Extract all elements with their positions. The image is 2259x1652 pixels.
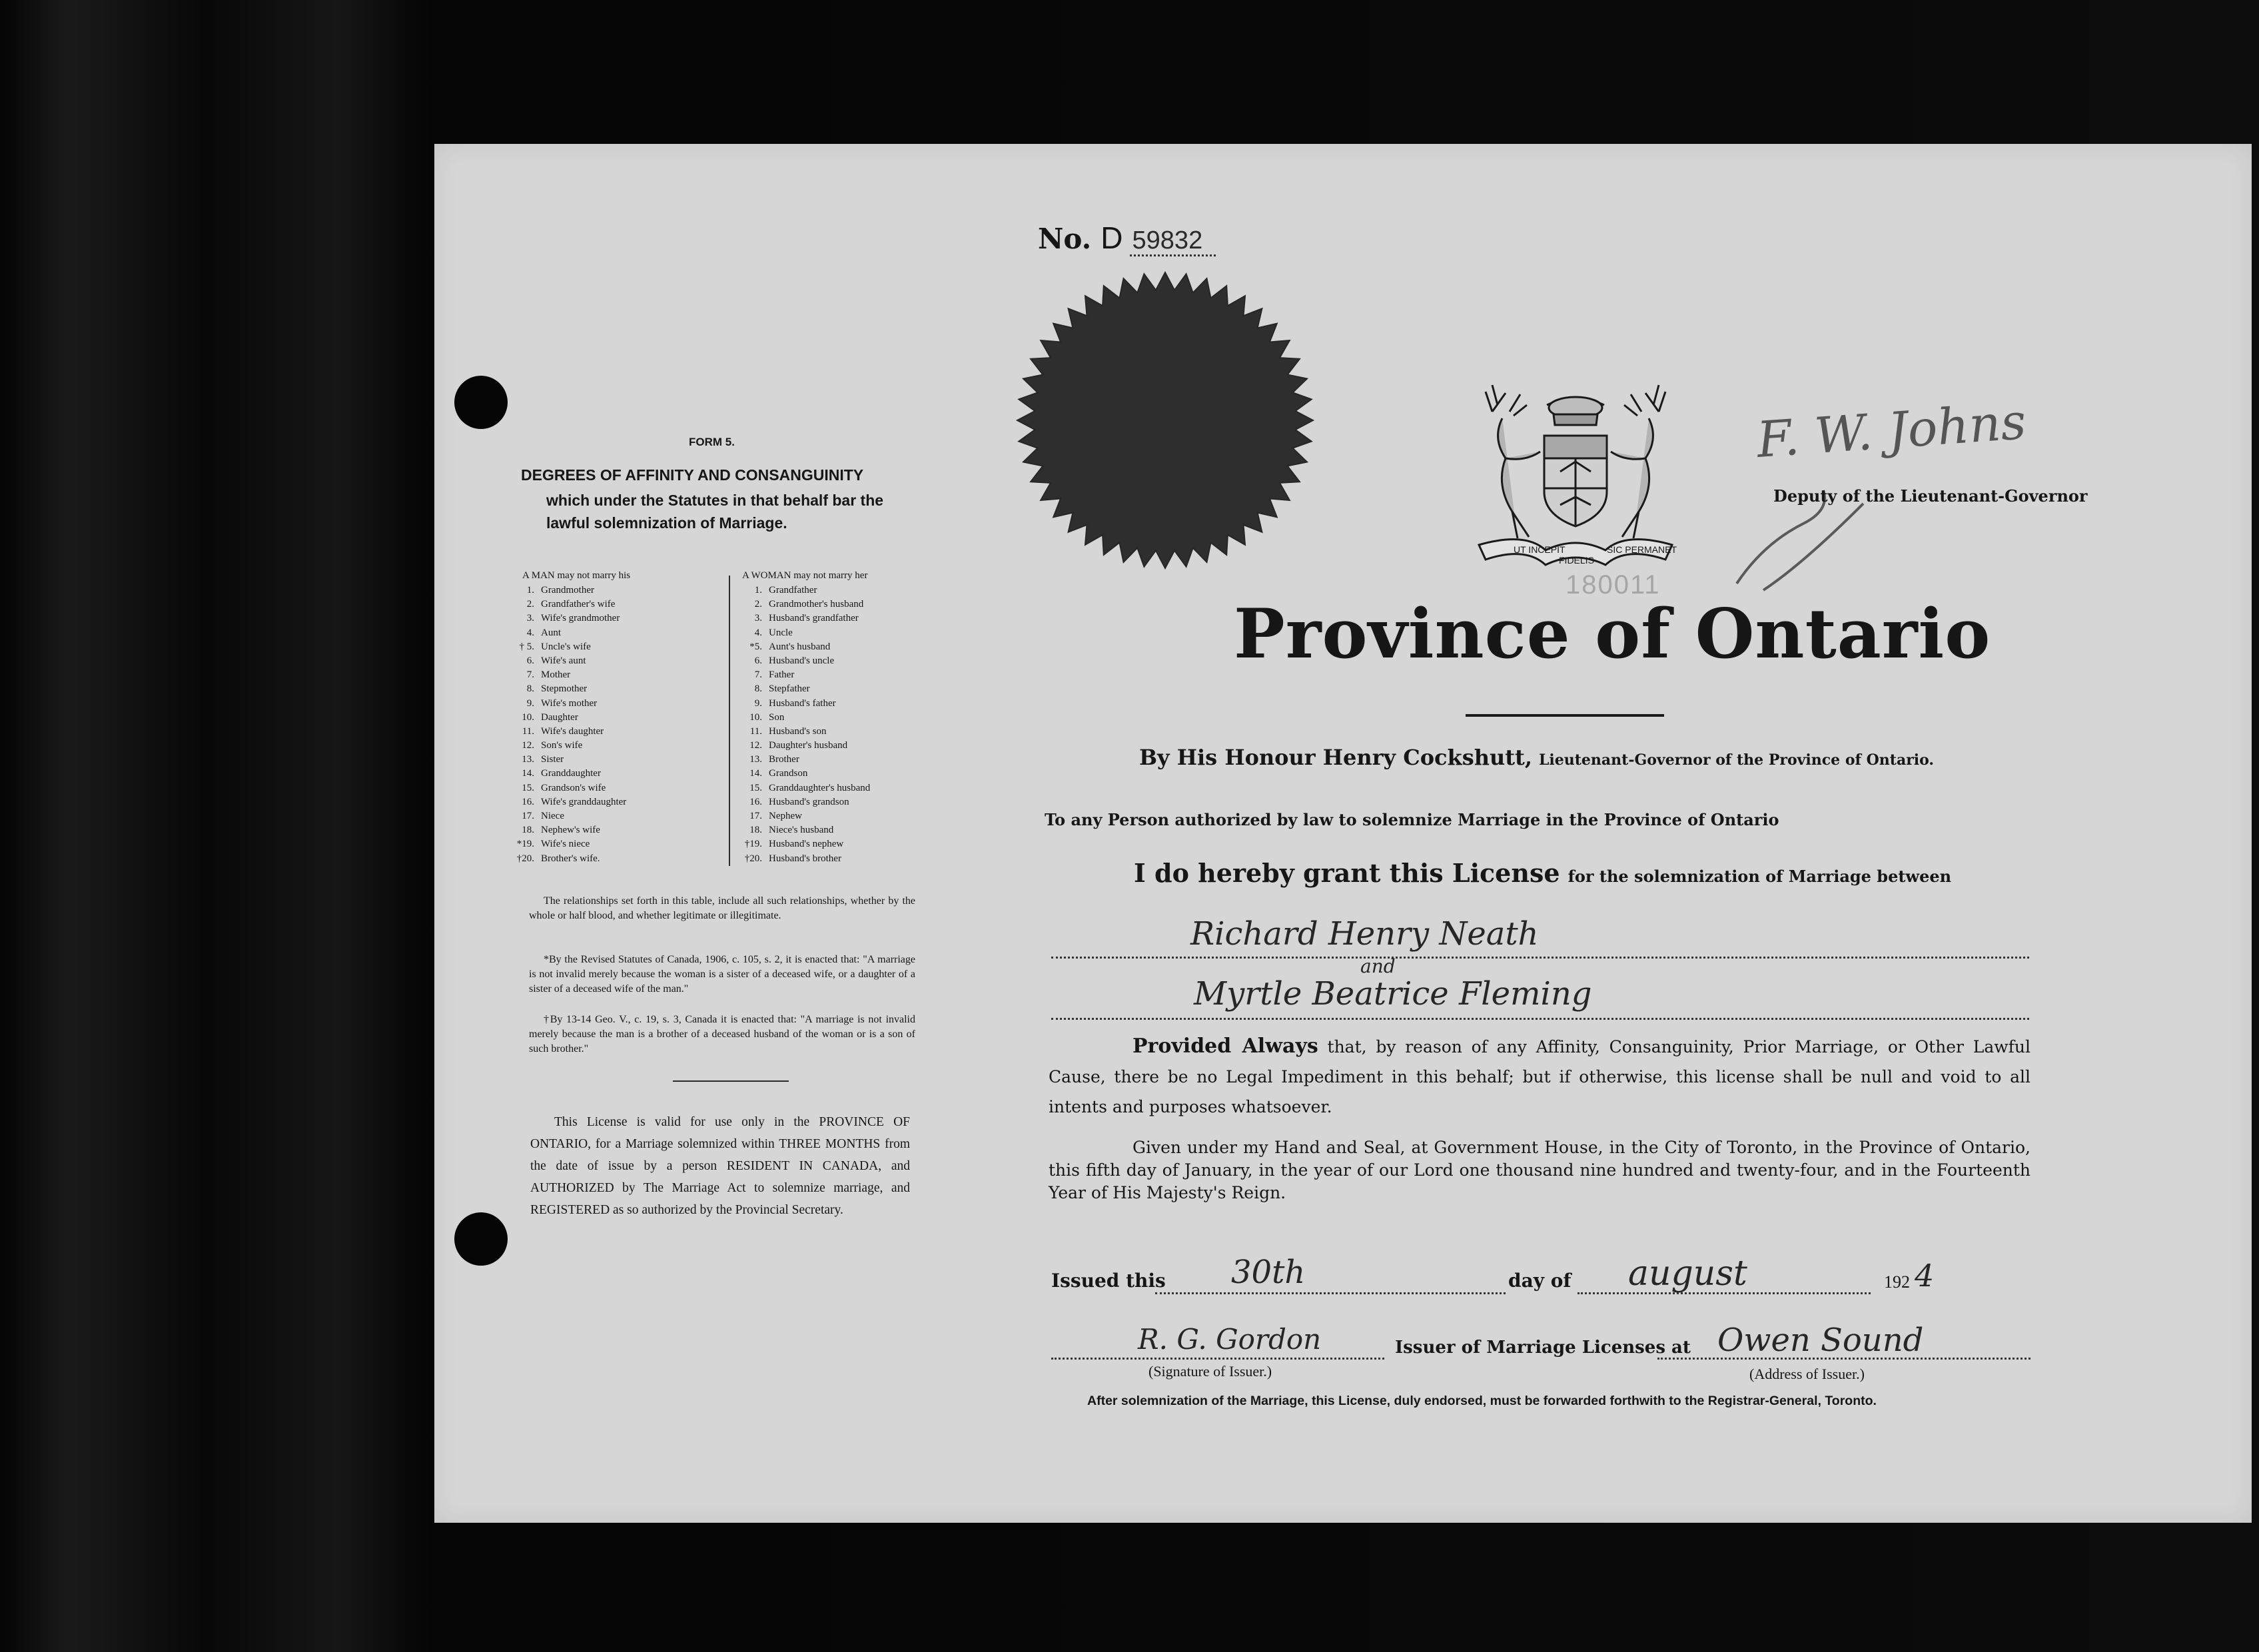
woman-list-item-text: Aunt's husband <box>769 641 831 652</box>
woman-list-item-text: Husband's father <box>769 697 836 709</box>
issued-day: 30th <box>1231 1254 1306 1291</box>
issuer-line <box>1051 1319 2031 1399</box>
man-list-item-text: Wife's daughter <box>541 725 604 737</box>
man-list-item-text: Mother <box>541 669 571 681</box>
faint-stamp-number: 180011 <box>1566 570 1661 600</box>
man-list-item-text: Niece <box>541 811 564 821</box>
form-label: FORM 5. <box>689 436 735 448</box>
woman-list-item-text: Nephew <box>769 811 802 821</box>
man-list-item <box>506 795 726 809</box>
man-list-item <box>506 598 726 612</box>
man-list-item-number: 14. <box>522 768 534 779</box>
woman-list-item <box>734 739 947 753</box>
groom-name: Richard Henry Neath <box>1190 915 1539 953</box>
deputy-signature-flourish <box>1723 464 1897 597</box>
man-list-item <box>506 837 726 851</box>
issuer-label: Issuer of Marriage Licenses at <box>1395 1338 1691 1358</box>
woman-list-item-text: Husband's grandson <box>769 796 849 807</box>
license-document <box>434 144 2252 1523</box>
woman-list-item <box>734 640 947 654</box>
man-list-item <box>506 781 726 795</box>
woman-list-item <box>734 612 947 625</box>
woman-list-item-text: Grandson <box>769 768 808 779</box>
man-list-item-number: 8. <box>526 683 534 695</box>
woman-list-item-text: Husband's brother <box>769 853 841 864</box>
given-paragraph: Given under my Hand and Seal, at Government House, in the City of Toronto, in the Province of Ontario, this fifth day of January, in the year of our Lord one thousand nine hundred and twenty-four, and in the Fourteenth Year of His Majesty's Reign. <box>1049 1138 2031 1202</box>
man-list-item <box>506 612 726 625</box>
woman-list-item-text: Father <box>769 669 795 681</box>
woman-list-item <box>734 781 947 795</box>
man-list-item <box>506 584 726 598</box>
provided-paragraph <box>1049 1031 2031 1122</box>
man-list-item-text: Grandmother <box>541 585 594 596</box>
woman-list-item-number: 17. <box>749 811 762 821</box>
man-list-item-number: 10. <box>522 711 534 723</box>
validity-note: This License is valid for use only in the PROVINCE OF ONTARIO, for a Marriage solemnized within THREE MONTHS from the date of issue by a person RESIDENT IN CANADA, and AUTHORIZED by The Marriage Act to solemnize marriage, and REGISTERED as so authorized by the Provincial Secretary. <box>530 1115 910 1217</box>
grant-line-rest: for the solemnization of Marriage between <box>1568 867 1952 886</box>
man-list-item <box>506 739 726 753</box>
man-list-item-number: 4. <box>526 627 534 638</box>
woman-list-item-text: Granddaughter's husband <box>769 782 871 793</box>
address-line: To any Person authorized by law to solemnize Marriage in the Province of Ontario <box>1045 810 1779 829</box>
man-list-item-number: 9. <box>526 697 534 709</box>
man-list-item-text: Son's wife <box>541 740 583 751</box>
woman-list-item-number: 3. <box>754 613 762 624</box>
man-list-item-text: Aunt <box>541 627 561 638</box>
man-list-item <box>506 753 726 767</box>
woman-list-item <box>734 725 947 739</box>
signature-caption: (Signature of Issuer.) <box>1148 1363 1272 1380</box>
woman-list-item-text: Husband's grandfather <box>769 613 859 624</box>
man-list-item-text: Wife's aunt <box>541 655 586 666</box>
man-list-item-number: 13. <box>522 754 534 765</box>
list-divider <box>729 576 730 866</box>
issued-day-line <box>1155 1292 1506 1294</box>
punch-hole-bottom <box>454 1212 508 1266</box>
government-seal <box>1015 270 1315 570</box>
woman-list-item-text: Uncle <box>769 627 793 638</box>
man-list-item-text: Sister <box>541 754 564 765</box>
day-of-label: day of <box>1508 1270 1572 1292</box>
man-list-item-text: Granddaughter <box>541 768 601 779</box>
woman-list-item-text: Son <box>769 711 785 723</box>
issued-month: august <box>1628 1254 1747 1294</box>
woman-list-item-text: Husband's son <box>769 725 827 737</box>
woman-list-header: A WOMAN may not marry her <box>742 570 868 581</box>
woman-list-item-text: Stepfather <box>769 683 810 695</box>
man-list-item-number: † 5. <box>519 641 534 652</box>
woman-list-item <box>734 697 947 711</box>
statute-note-2: †By 13-14 Geo. V., c. 19, s. 3, Canada it is enacted that: "A marriage is not invalid merely because the man is a brother of a deceased husband of the woman or is a son of such brother." <box>529 1014 915 1054</box>
man-list-item-number: *19. <box>516 839 534 850</box>
man-list-item-number: 17. <box>522 811 534 821</box>
man-list-item <box>506 654 726 668</box>
man-list-item-number: 18. <box>522 825 534 836</box>
man-list-item <box>506 711 726 725</box>
woman-list-item-number: 8. <box>754 683 762 695</box>
man-list-item <box>506 626 726 640</box>
man-list-header: A MAN may not marry his <box>522 570 631 581</box>
deputy-signature: F. W. Johns <box>1755 392 2029 470</box>
ontario-coat-of-arms <box>1466 378 1685 572</box>
man-list-item <box>506 682 726 696</box>
left-divider <box>673 1080 789 1082</box>
man-list-item <box>506 668 726 682</box>
woman-list-item <box>734 795 947 809</box>
man-list-item-text: Wife's niece <box>541 839 590 850</box>
form-subheading: which under the Statutes in that behalf bar the lawful solemnization of Marriage. <box>546 492 884 532</box>
woman-list-item <box>734 837 947 851</box>
issuer-place: Owen Sound <box>1717 1322 1924 1359</box>
honour-line <box>1139 745 1934 770</box>
woman-list-item <box>734 809 947 823</box>
woman-list-item-number: 15. <box>749 782 762 793</box>
man-list-item <box>506 852 726 866</box>
woman-list-item-text: Brother <box>769 754 799 765</box>
man-list-item-number: 16. <box>522 796 534 807</box>
man-list-item-text: Uncle's wife <box>541 641 591 652</box>
honour-line-rest: Lieutenant-Governor of the Province of Ontario. <box>1538 751 1935 769</box>
woman-list-item <box>734 598 947 612</box>
grant-line-bold: I do hereby grant this License <box>1134 858 1560 888</box>
woman-list-item <box>734 584 947 598</box>
man-list-item-text: Grandfather's wife <box>541 599 616 610</box>
punch-hole-top <box>454 376 508 429</box>
arms-motto-center: FIDELIS <box>1559 555 1594 566</box>
man-list-item-text: Grandson's wife <box>541 782 606 793</box>
license-number-prefix: No. <box>1038 222 1092 255</box>
issuer-signature: R. G. Gordon <box>1138 1323 1322 1356</box>
title-rule <box>1466 714 1664 717</box>
man-list-item-text: Wife's granddaughter <box>541 796 627 807</box>
document-title: Province of Ontario <box>1234 594 1991 674</box>
year-written: 4 <box>1915 1258 1935 1294</box>
woman-list-item-number: 2. <box>754 599 762 610</box>
woman-list-item-number: 4. <box>754 627 762 638</box>
woman-list-item-number: †19. <box>744 839 762 850</box>
year-printed: 192 <box>1884 1272 1910 1292</box>
woman-list-item <box>734 626 947 640</box>
woman-list-item <box>734 767 947 781</box>
license-number-value: 59832 <box>1130 226 1216 256</box>
woman-list-item-number: 11. <box>749 725 762 737</box>
license-number-letter: D <box>1101 220 1123 255</box>
issued-line <box>1051 1254 2007 1307</box>
man-list-item <box>506 640 726 654</box>
provided-bold: Provided Always <box>1132 1034 1318 1058</box>
man-list-item <box>506 697 726 711</box>
woman-list-item <box>734 654 947 668</box>
woman-list-item-number: 10. <box>749 711 762 723</box>
woman-list-item-number: 6. <box>754 655 762 666</box>
man-list-item <box>506 809 726 823</box>
footer-note: After solemnization of the Marriage, this License, duly endorsed, must be forwarded forthwith to the Registrar-General, Toronto. <box>1087 1394 1877 1408</box>
grant-line <box>1134 858 1951 888</box>
man-list-item-number: 3. <box>526 613 534 624</box>
man-list-item-text: Wife's grandmother <box>541 613 620 624</box>
man-list-item-text: Brother's wife. <box>541 853 600 864</box>
man-list-item-number: 2. <box>526 599 534 610</box>
man-list-item-number: 15. <box>522 782 534 793</box>
man-prohibited-list <box>506 584 726 866</box>
woman-list-item <box>734 668 947 682</box>
man-list-item-number: 12. <box>522 740 534 751</box>
issued-label: Issued this <box>1051 1270 1166 1292</box>
relationships-note: The relationships set forth in this table, include all such relationships, whether by the whole or half blood, and whether legitimate or illegitimate. <box>529 895 915 921</box>
woman-list-item-number: 12. <box>749 740 762 751</box>
arms-motto-right: SIC PERMANET <box>1607 544 1677 555</box>
man-list-item-text: Nephew's wife <box>541 825 600 836</box>
woman-list-item-number: 1. <box>754 585 762 596</box>
bride-line <box>1051 1018 2029 1020</box>
man-list-item <box>506 767 726 781</box>
man-list-item-number: 1. <box>526 585 534 596</box>
form-heading: DEGREES OF AFFINITY AND CONSANGUINITY <box>521 466 864 484</box>
license-number <box>1038 220 1216 256</box>
woman-list-item-text: Grandfather <box>769 585 817 596</box>
deputy-title: Deputy of the Lieutenant-Governor <box>1773 486 2088 506</box>
woman-list-item-text: Husband's nephew <box>769 839 844 850</box>
woman-list-item-text: Husband's uncle <box>769 655 835 666</box>
woman-list-item-number: *5. <box>749 641 762 652</box>
man-list-item-text: Stepmother <box>541 683 588 695</box>
provided-text: that, by reason of any Affinity, Consanguinity, Prior Marriage, or Other Lawful Cause, there be no Legal Impediment in this behalf; but if otherwise, this license shall be null and void to all intents and purposes whatsoever. <box>1049 1037 2031 1116</box>
woman-list-item-text: Grandmother's husband <box>769 599 864 610</box>
man-list-item-text: Wife's mother <box>541 697 598 709</box>
arms-motto-left: UT INCEPIT <box>1514 544 1566 555</box>
woman-list-item-number: 9. <box>754 697 762 709</box>
bride-name: Myrtle Beatrice Fleming <box>1194 975 1592 1013</box>
man-list-item <box>506 725 726 739</box>
woman-list-item <box>734 682 947 696</box>
man-list-item-number: 6. <box>526 655 534 666</box>
woman-list-item <box>734 823 947 837</box>
woman-list-item-number: 18. <box>749 825 762 836</box>
issuer-signature-line <box>1051 1358 1384 1360</box>
honour-line-bold: By His Honour Henry Cockshutt, <box>1139 745 1532 770</box>
woman-list-item-number: †20. <box>744 853 762 864</box>
woman-list-item <box>734 852 947 866</box>
groom-line <box>1051 957 2029 959</box>
woman-list-item <box>734 753 947 767</box>
address-caption: (Address of Issuer.) <box>1749 1366 1865 1382</box>
woman-list-item <box>734 711 947 725</box>
man-list-item-number: 7. <box>526 669 534 681</box>
man-list-item-text: Daughter <box>541 711 578 723</box>
woman-list-item-text: Daughter's husband <box>769 740 848 751</box>
woman-list-item-text: Niece's husband <box>769 825 834 836</box>
woman-list-item-number: 16. <box>749 796 762 807</box>
man-list-item-number: †20. <box>516 853 534 864</box>
woman-list-item-number: 14. <box>749 768 762 779</box>
woman-list-item-number: 7. <box>754 669 762 681</box>
man-list-item-number: 11. <box>522 725 534 737</box>
and-word: and <box>1360 955 1396 977</box>
woman-prohibited-list <box>734 584 947 866</box>
man-list-item <box>506 823 726 837</box>
woman-list-item-number: 13. <box>749 754 762 765</box>
statute-note-1: *By the Revised Statutes of Canada, 1906, c. 105, s. 2, it is enacted that: "A marriage is not invalid merely because the woman is a sister of a deceased wife, or a daughter of a sister of a deceased wife of the man." <box>529 954 915 995</box>
